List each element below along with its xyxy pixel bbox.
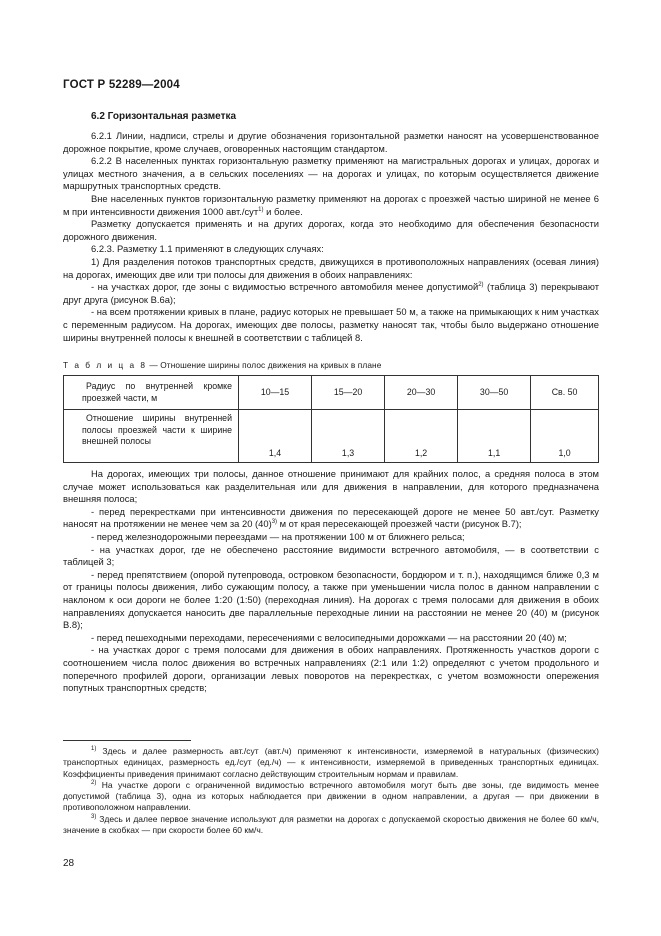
table-cell: 1,2 xyxy=(385,410,458,463)
document-header: ГОСТ Р 52289—2004 xyxy=(63,79,180,91)
paragraph: - на участках дорог, где зоны с видимостью встречного автомобиля менее допустимой$^{2)}$ (таблица 3) перекрывают друг друга (рисунок В.6а); xyxy=(63,281,599,305)
footnotes xyxy=(63,746,599,836)
table-row xyxy=(64,410,599,463)
paragraph: - на всем протяжении кривых в плане, радиус которых не превышает 50 м, а также на примыкающих к ним участках с переменным радиусом. На дорогах, имеющих две полосы, разметку наносят так, чтобы было выдержано отношение ширины внутренней полосы к внешней в соответствии с таблицей 8. xyxy=(63,306,599,343)
paragraph: 1) Для разделения потоков транспортных средств, движущихся в противоположных направлениях (осевая линия) на дорогах, имеющих две или три полосы для движения в обоих направлениях: xyxy=(63,255,599,280)
continuation-body xyxy=(63,468,599,695)
footnote-ref: 2) xyxy=(478,282,484,288)
footnote-mark: 2) xyxy=(91,780,97,787)
paragraph: 6.2.1 Линии, надписи, стрелы и другие обозначения горизонтальной разметки наносят на усовершенствованное дорожное покрытие, кроме случаев, оговоренных настоящим стандартом. xyxy=(63,130,599,154)
paragraph: На дорогах, имеющих три полосы, данное отношение принимают для крайних полос, а средняя полоса в этом случае может использоваться как разделительная или для движения в направлении, для которого предназначена внешняя полоса; xyxy=(63,468,599,505)
table-cell: 1,4 xyxy=(239,410,312,463)
paragraph: Разметку допускается применять и на других дорогах, когда это необходимо для обеспечения безопасности дорожного движения. xyxy=(63,218,599,242)
table-cell: 20—30 xyxy=(385,376,458,410)
footnote-mark: 3) xyxy=(91,813,97,820)
paragraph: Вне населенных пунктов горизонтальную разметку применяют на дорогах с проезжей частью шириной не менее 6 м при интенсивности движения 1000 авт./сут$^{1)}$ и более. xyxy=(63,192,599,217)
table-8 xyxy=(63,375,599,463)
paragraph: - перед перекрестками при интенсивности движения по пересекающей дороге не менее 50 авт./сут. Разметку наносят на протяжении не менее чем за 20 $(40)^{3)}$ м от края пересекающей проезжей части (рисунок В.7); xyxy=(63,505,599,530)
table-row-header: Радиус по внутренней кромке проезжей части, м xyxy=(64,376,239,410)
table-row-header: Отношение ширины внутренней полосы проезжей части к ширине внешней полосы xyxy=(64,410,239,463)
table-cell: 10—15 xyxy=(239,376,312,410)
table-row xyxy=(64,376,599,410)
paragraph: - перед железнодорожными переездами — на протяжении 100 м от ближнего рельса; xyxy=(91,530,465,542)
footnote: $^{1)}$ Здесь и далее размерность авт./сут (авт./ч) применяют к интенсивности, измеряемой в натуральных (физических) транспортных единицах, размерность ед./сут (ед./ч) — к интенсивности, измеряемой в приведенных транспортных единицах. Коэффициенты приведения принимают согласно действующим строительным нормам и правилам. xyxy=(63,746,599,779)
section-title: 6.2 Горизонтальная разметка xyxy=(91,111,237,122)
footnote: $^{2)}$ На участке дороги с ограниченной видимостью встречного автомобиля могут быть две зоны, где видимость менее допустимой (таблица 3), одна из которых наблюдается при движении в одном направлении, а другая — при движении в противоположном направлении. xyxy=(63,779,599,813)
table-cell: 1,1 xyxy=(458,410,531,463)
footnote-divider xyxy=(63,740,191,741)
table-cell: Св. 50 xyxy=(531,376,599,410)
footnote-mark: 1) xyxy=(91,746,97,753)
table-caption: Т а б л и ц а 8 — Отношение ширины полос движения на кривых в плане xyxy=(63,360,382,370)
table-cell: 15—20 xyxy=(312,376,385,410)
table-cell: 30—50 xyxy=(458,376,531,410)
paragraph: - на участках дорог с тремя полосами для движения в обоих направлениях. Протяженность участков дороги с соотношением числа полос движения во встречных направлениях (2:1 или 1:2) определяют с учетом продольного и поперечного профилей дороги, организации левых поворотов на перекрестках, с учетом возможности опережения попутных транспортных средств; xyxy=(63,644,599,694)
table-cell: 1,3 xyxy=(312,410,385,463)
footnote: $^{3)}$ Здесь и далее первое значение используют для разметки на дорогах с допускаемой скоростью движения не более 60 км/ч, значение в скобках — при скорости более 60 км/ч. xyxy=(63,813,599,836)
table-cell: 1,0 xyxy=(531,410,599,463)
page-number: 28 xyxy=(63,858,75,869)
paragraph: - перед препятствием (опорой путепровода, островком безопасности, бордюром и т. п.), находящимся ближе 0,3 м от границы полосы движения, либо сужающим полосу, а также при уменьшении числа полос в данном направлении с наклоном к оси дороги не более 1:20 (1:50) (переходная линия). На дорогах с тремя полосами для движения в обоих направлениях допускается наносить две параллельные переходные линии на расстоянии не менее 20 (40) м (рисунок В.8); xyxy=(63,568,599,631)
footnote-ref: 1) xyxy=(258,206,264,213)
paragraph: 6.2.3. Разметку 1.1 применяют в следующих случаях: xyxy=(91,243,324,255)
footnote-ref: 3) xyxy=(271,519,278,526)
paragraph: 6.2.2 В населенных пунктах горизонтальную разметку применяют на магистральных дорогах и улицах, дорогах и улицах местного значения, а в сельских поселениях — на дорогах и улицах, по которым осуществляется движение маршрутных транспортных средств. xyxy=(63,155,599,192)
section-body xyxy=(63,130,599,344)
paragraph: - перед пешеходными переходами, пересечениями с велосипедными дорожками — на расстоянии 20 (40) м; xyxy=(91,631,567,643)
paragraph: - на участках дорог, где не обеспечено расстояние видимости встречного автомобиля, — в соответствии с таблицей 3; xyxy=(63,543,599,568)
